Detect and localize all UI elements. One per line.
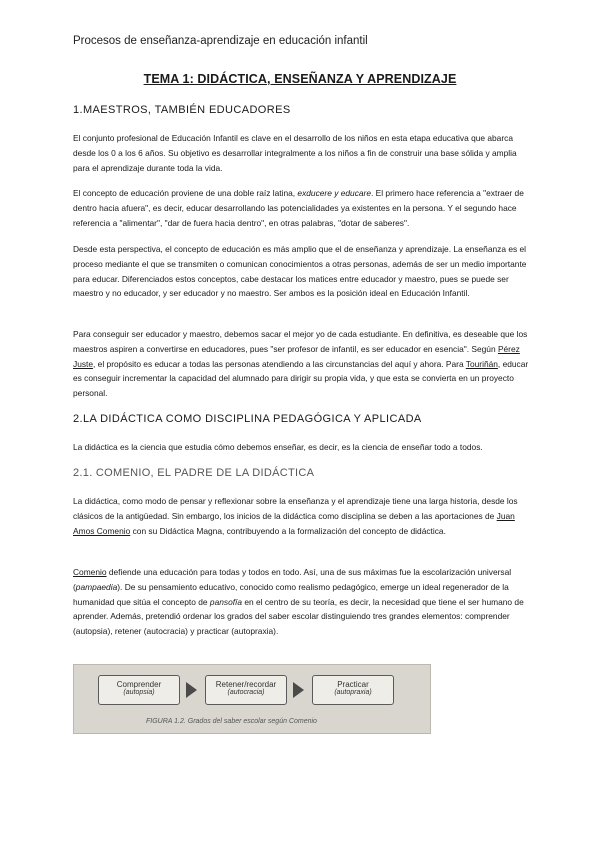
arrow-right-icon (293, 682, 304, 698)
figure-box-label: Practicar (337, 680, 369, 689)
term-pampaedia: pampaedia (75, 581, 118, 592)
text-run: , el propósito es educar a todas las personas atendiendo a las circunstancias del aquí y ahora. Para (93, 358, 466, 369)
figure-box-sublabel: (autocracia) (227, 689, 265, 696)
figure-box-label: Comprender (116, 680, 162, 689)
text-run: con su Didáctica Magna, contribuyendo a la formalización del concepto de didáctica. (130, 525, 446, 536)
section-2-1-heading: 2.1. COMENIO, EL PADRE DE LA DIDÁCTICA (73, 467, 315, 479)
section-2-paragraph-2 (73, 494, 529, 538)
author-comenio: Comenio (73, 567, 107, 577)
text-run: defiende una educación para todas y todos en todo. Así, una de sus máximas fue la escolarización universal ( (73, 567, 512, 592)
section-2-paragraph-1: La didáctica es la ciencia que estudia cómo debemos enseñar, es decir, es la ciencia de enseñar todo a todos. (73, 442, 483, 452)
figure-box-retener (205, 675, 287, 705)
section-1-paragraph-2 (73, 186, 529, 230)
section-1-paragraph-3: Desde esta perspectiva, el concepto de educación es más amplio que el de enseñanza y aprendizaje. La enseñanza es el proceso mediante el que se transmiten o comunican conocimientos a otras personas, además de ser un medio importante para educar. Diferenciados estos conceptos, cabe destacar los matices entre educador y maestro, pues se puede ser maestro y no educador, y ser educador y no maestro. Ser ambos es la posición ideal en Educación Infantil. (73, 244, 527, 299)
section-1-heading: 1.MAESTROS, TAMBIÉN EDUCADORES (73, 104, 291, 116)
figure-box-comprender (98, 675, 180, 705)
author-comenio-full: Juan Amos Comenio (73, 510, 515, 536)
comenio-figure (73, 664, 431, 734)
text-run: , educar es conseguir incrementar la capacidad del alumnado para dirigir su propia vida, y que esta se convierta en un proyecto personal. (73, 358, 529, 399)
figure-box-practicar (312, 675, 394, 705)
figure-caption: FIGURA 1.2. Grados del saber escolar según Comenio (146, 718, 317, 725)
figure-box-sublabel: (autopraxia) (334, 689, 372, 696)
author-perez-juste: Pérez Juste (73, 343, 520, 369)
section-1-paragraph-1: El conjunto profesional de Educación Infantil es clave en el desarrollo de los niños en esta etapa educativa que abarca desde los 0 a los 6 años. Su objetivo es desarrollar integralmente a los niños a fin de construir una base sólida y amplia para el aprendizaje durante toda la vida. (73, 133, 517, 173)
section-2-paragraph-3 (73, 565, 529, 639)
text-run: . El primero hace referencia a "extraer de dentro hacia afuera", es decir, educar desarrollando las potencialidades ya existentes en la persona. Y el segundo hace referencia a "alimentar", "dar de fuera hacia dentro", en otras palabras, "dotar de saberes". (73, 188, 524, 228)
page-header: Procesos de enseñanza-aprendizaje en educación infantil (73, 35, 368, 47)
arrow-right-icon (186, 682, 197, 698)
text-run: en el centro de su teoría, es decir, la necesidad que tiene el ser humano de aprender. Además, pretendió ordenar los grados del saber escolar distinguiendo tres grandes elementos: comprender (autopsia), retener (autocracia) y practicar (autopraxia). (73, 596, 524, 637)
text-run: ). De su pensamiento educativo, conocido como realismo pedagógico, emerge un ideal regenerador de la humanidad que sitúa el concepto de (73, 581, 509, 607)
author-tourinan: Touriñán (465, 358, 498, 369)
latin-roots: exducere y educare (297, 188, 371, 198)
figure-box-sublabel: (autopsia) (123, 689, 155, 696)
term-pansofia: pansofía (209, 596, 243, 607)
text-run: La didáctica, como modo de pensar y reflexionar sobre la enseñanza y el aprendizaje tiene una larga historia, desde los clásicos de la antigüedad. Sin embargo, los inicios de la didáctica como disciplina se deben a las aportaciones de (73, 496, 518, 521)
page-title: TEMA 1: DIDÁCTICA, ENSEÑANZA Y APRENDIZAJE (143, 72, 457, 86)
section-2-heading: 2.LA DIDÁCTICA COMO DISCIPLINA PEDAGÓGICA Y APLICADA (73, 413, 422, 425)
text-run: Para conseguir ser educador y maestro, debemos sacar el mejor yo de cada estudiante. En definitiva, es deseable que los maestros aspiren a convertirse en educadores, pues "ser profesor de infantil, es ser educador en esencia". Según (73, 329, 528, 354)
section-1-paragraph-4 (73, 327, 529, 401)
figure-box-label: Retener/recordar (215, 680, 277, 689)
text-run: El concepto de educación proviene de una doble raíz latina, (73, 188, 298, 198)
